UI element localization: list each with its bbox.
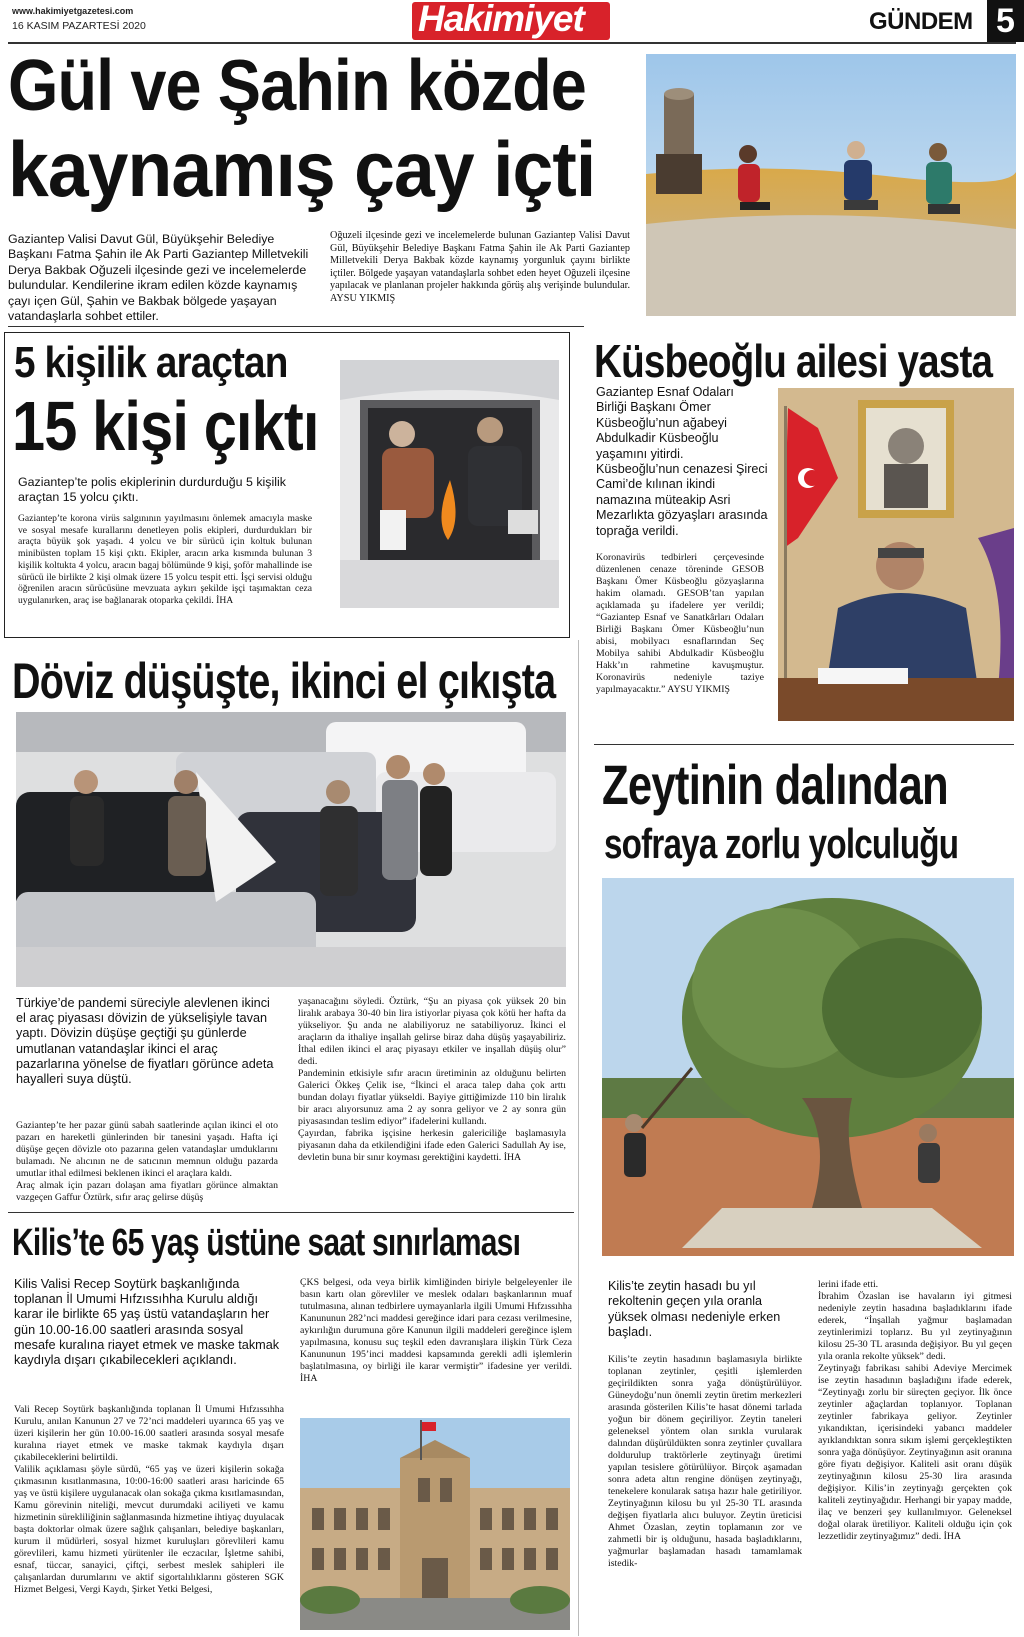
- story5-photo-olive-harvest: [602, 878, 1014, 1256]
- story4-headline: Döviz düşüşte, ikinci el çıkışta: [12, 653, 556, 709]
- story4-lead: Türkiye’de pandemi süreciyle alevlenen ikinci el araç piyasası dövizin de yükselişiyle tavan yaptı. Dövizin düşüşe geçtiği şu günlerde umutlanan vatandaşlar ikinci el araç pazarlarına yönelse de fiyatları görünce adeta hayalleri suya düştü.: [16, 996, 274, 1087]
- masthead-logo: [412, 2, 610, 40]
- story3-photo-kusbeoglu-at-desk: [778, 388, 1014, 721]
- story5-lead: Kilis’te zeytin hasadı bu yıl rekoltenin geçen yıla oranla yüksek olması nedeniyle erken başladı.: [608, 1279, 781, 1340]
- story2-body: Gaziantep’te korona virüs salgınının yayılmasını önlemek amacıyla maske ve sosyal mesafe kurallarını denetleyen polis ekipleri, durdurdukları bir araçta büyük şok yaşadı. 4 yolcu ve bir sürücü için koltuk bulunan minibüsten toplam 15 kişi çıktı. Ekipler, aracın arka kısmında bulunan 3 kişilik koltukta 4 yolcu, aracın bagaj bölümünde 9 kişi, şoför mahallinde ise sürücü ile birlikte 2 kişi olmak üzere 15 yolcu tespit etti. İşçi servisi olduğu öğrenilen aracın sürücüsüne mevzuata aykırı şekilde işçi taşımaktan ceza uygulanırken, araç ise bağlanarak otoparka çekildi. İHA: [18, 513, 312, 606]
- story2-headline-line1: 5 kişilik araçtan: [14, 338, 288, 387]
- site-url[interactable]: www.hakimiyetgazetesi.com: [12, 6, 134, 16]
- story5-body-col1: Kilis’te zeytin hasadının başlamasıyla birlikte toplanan zeytinler, çeşitli işlemlerden geçirildikten sonra yağa dönüştürülüyor. Güneydoğu’nun önemli zeytin üretim merkezleri arasında gösterilen Kilis’te hasat dönemi tarlada yoğun bir dönem geçiriliyor. Zeytin taneleri geleneksel yöntem olan sırıkla vurularak dalından düşürüldükten sonra zeytinler çuvallara doldurulup traktörlerle zeytinyağı üretimi yapılan tesislere götürülüyor. Birçok aşamadan sonra adeta altın rengine dönüşen zeytinyağı, tenekelere konularak satışa hazır hale getiriliyor. Zeytinyağının kilosu bu yıl 25-30 TL arasında değişen fiyatlarla alıcı buluyor. Zeytin üreticisi Ahmet Özaslan, zeytin toplamanın zor ve zahmetli bir iş olduğunu, hasada başladıklarını, yağmurlar başlamadan hasadı tamamlamak istedik-: [608, 1354, 802, 1569]
- story4-body-col1: Gaziantep’te her pazar günü sabah saatlerinde açılan ikinci el oto pazarı en hareketli günlerinden bir tanesini yaşadı. Hafta içi düşüşe geçen dövizle oto pazarına gelen vatandaşlar umduklarını bulamadı. Ne alıcının ne de satıcının memnun olduğu pazarda umutlar ithal edilmesi beklenen ikinci el araçlara kaldı. Araç almak için pazarı dolaşan ama fiyatları görünce almaktan vazgeçen Gaffur Öztürk, sıfır araç gelirse düşüş: [16, 1120, 278, 1203]
- story6-lead: Kilis Valisi Recep Soytürk başkanlığında toplanan İl Umumi Hıfzıssıhha Kurulu aldığı karar ile birlikte 65 yaş üstü vatandaşların her gün 10.00-16.00 saatleri arasında sosyal mesafe kuralına riayet etmek ve maske takmak kaydıyla dışarı çıkabilecekleri açıklandı.: [14, 1277, 280, 1368]
- story6-photo-governorship-building: [300, 1418, 570, 1630]
- story6-body-col2: ÇKS belgesi, oda veya birlik kimliğinden biriyle belgeleyenler ile basın kartı olan görevliler ve meslek odaları başkanlarının muaf tutulmasına, alınan tedbirlere uymayanlarla ilgili Umumi Hıfzıssıhha Kanununun 282’nci maddesi gereğince idari para cezası verilmesine, aykırılığın durumuna göre Kanunun ilgili maddeleri gereğince işlem yapılmasına, konusu suç teşkil eden davranışlara ilişkin Türk Ceza Kanununun 195’inci maddesi kapsamında gerekli adli işlemlerin başlatılmasına, oy birliği ile karar vermiştir” ifadesine yer verildi. İHA: [300, 1277, 572, 1384]
- story5-headline-line1: Zeytinin dalından: [602, 753, 948, 816]
- logo-text: Hakimiyet: [418, 0, 584, 39]
- story2-photo-minibus-passengers: [340, 360, 559, 608]
- story4-photo-used-car-market: [16, 712, 566, 987]
- story1-headline-line2: kaynamış çay içti: [8, 125, 596, 213]
- story1-photo-officials-drinking-tea: [646, 54, 1016, 316]
- story4-body-col2: yaşanacağını söyledi. Öztürk, “Şu an piyasa çok yüksek 20 bin liralık arabaya 30-40 bin lira istiyorlar piyasa çok kötü her hafta da yükseliyor. Şu anda ne alabiliyoruz ne satabiliyoruz. İkinci el araçların da ithaliye inşallah gelirse biraz daha düşüş yaşayabiliriz. İthal edilen ikinci el araç piyasayı etkiler ve inşallah düşüş olur” dedi. Pandeminin etkisiyle sıfır aracın üretiminin az olduğunu belirten Galerici Ökkeş Çelik ise, “İkinci el araca talep daha çok arttı bundan dolayı fiyatlar yükseldi. Bayiye gittiğimizde 110 bin liralık bir aracı alıyorsunuz ama 2 ay sonra geliyor ve 2 ay sonra gün piyasasından teslim ediyor” ifadelerini kullandı. Çayırdan, fabrika işçisine herkesin galericiliğe başlamasıyla piyasanın daha da etkilendiğini ifade eden Galerici Sadullah Ay ise, devletin buna bir sınır koyması gerektiğini kaydetti. İHA: [298, 996, 566, 1163]
- story6-headline: Kilis’te 65 yaş üstüne saat sınırlaması: [12, 1222, 521, 1264]
- story3-lead: Gaziantep Esnaf Odaları Birliği Başkanı Ömer Küsbeoğlu’nun ağabeyi Abdulkadir Küsbeoğlu yaşamını yitirdi. Küsbeoğlu’nun cenazesi Şireci Cami’de kılınan ikindi namazına müteakip Asri Mezarlıkta gözyaşları arasında toprağa verildi.: [596, 385, 768, 538]
- story3-headline: Küsbeoğlu ailesi yasta: [594, 335, 993, 387]
- column-divider: [578, 640, 579, 1636]
- story3-body: Koronavirüs tedbirleri çerçevesinde düzenlenen cenaze töreninde GESOB Başkanı Ömer Küsbeoğlu gözyaşlarına hakim olamadı. GESOB’tan yapılan açıklamada şu ifadelere yer verildi; “Gaziantep Esnaf ve Sanatkârları Odaları Birliği Başkanı Ömer Küsbeoğlu’nun abisi, mobilyacı esnaflarından Seç Mobilya sahibi Abdulkadir Küsbeoğlu Hakk’ın rahmetine kavuşmuştur. Koronavirüs nedeniyle taziye yapılmayacaktır.” AYSU YIKMIŞ: [596, 552, 764, 695]
- story6-body-col1: Vali Recep Soytürk başkanlığında toplanan İl Umumi Hıfzıssıhha Kurulu, anılan Kanunun 27 ve 72’nci maddeleri uyarınca 65 yaş ve üzeri kişilerin her gün 10.00-16.00 saatleri arasında sosyal mesafe kuralına riayet etmek ve maske takmak kaydıyla dışarı çıkabileceklerini belirtildi. Valilik açıklaması şöyle sürdü, “65 yaş ve üzeri kişilerin sokağa çıkmasının kısıtlanmasına, 10:00-16:00 saatleri arası haricinde 65 yaş ve üstü kişilere uygulanacak olan sokağa çıkma kısıtlamasından, Kamu görevinin niteliği, mevcut durumdaki aciliyeti ve kamu hizmetinin sürekliliğinin sağlanmasında hizmetine ihtiyaç duyulacak başta doktorlar olmak üzere sağlık çalışanları, belediye başkanları, kurum il müdürleri, sosyal hizmet kuruluşları görevlileri kamu görevlileri, kamu hizmeti yürütenler ile eczacılar, İşletme sahibi, esnaf, tüccar, sanayici, çiftçi, serbest meslek sahipleri ile çalışanlardan durumlarını ve aktif sigortalılıklarını gösteren SGK Hizmet Belgesi, Vergi Kaydı, Şirket Yetki Belgesi,: [14, 1404, 284, 1595]
- story1-lead: Gaziantep Valisi Davut Gül, Büyükşehir Belediye Başkanı Fatma Şahin ile Ak Parti Gaziantep Milletvekili Derya Bakbak Oğuzeli ilçesinde gezi ve incelemelerde bulundular. Kendilerine ikram edilen közde kaynamış çayı içen Gül, Şahin ve Bakbak bölgede yaşayan vatandaşlarla sohbet ettiler.: [8, 232, 309, 324]
- story1-body: Oğuzeli ilçesinde gezi ve incelemelerde bulunan Gaziantep Valisi Davut Gül, Büyükşehir Belediye Başkanı Fatma Şahin ile Ak Parti Gaziantep Milletvekili Derya Bakbak közde kaynamış yorgunluk çayını birlikte içtiler. Bölgede yaşayan vatandaşlarla sohbet eden heyet Oğuzeli ilçesine yapılacak ve planlanan projeler hakkında görüş alış verişinde bulundular. AYSU YIKMIŞ: [330, 230, 630, 304]
- story2-headline-line2: 15 kişi çıktı: [12, 387, 319, 465]
- rule-above-story5: [594, 744, 1014, 745]
- story2-lead: Gaziantep’te polis ekiplerinin durdurduğu 5 kişilik araçtan 15 yolcu çıktı.: [18, 475, 286, 505]
- story5-headline-line2: sofraya zorlu yolculuğu: [604, 820, 959, 867]
- page-number: 5: [987, 0, 1024, 42]
- section-label: GÜNDEM: [869, 8, 973, 35]
- issue-date: 16 KASIM PAZARTESİ 2020: [12, 20, 146, 32]
- header-rule: [8, 42, 1016, 44]
- rule-after-story4: [8, 1212, 574, 1213]
- story1-headline-line1: Gül ve Şahin közde: [8, 46, 586, 126]
- story5-body-col2: lerini ifade etti. İbrahim Özaslan ise havaların iyi gitmesi nedeniyle zeytin hasadına başladıklarını ifade ederek, “İnşallah yağmur başlamadan zeytinlerimizi toplarız. Bu yıl zeytinyağının kilosu 25-30 TL arasında değişiyor. Bu yıl geçen yıla oranla rekolte yüksek” dedi. Zeytinyağı fabrikası sahibi Adeviye Mercimek ise zeytin hasadının başladığını ifade ederek, “Zeytinyağı zorlu bir süreçten geçiyor. İlk önce zeytinler ağaçlardan toplanıyor. Toplanan zeytinler fabrikaya geliyor. Zeytinler yıkandıktan, içerisindeki yabancı maddeler ayıklandıktan sonra sıkım işlemi gerçekleştikten sonra yağa dönüşüyor. Zeytinyağının asit oranına göre fiyatı değişiyor. Kaliteli asit oranı düşük zeytinyağının kilosu 25-30 lira arasında değişiyor. Kilis’in zeytinyağı gerçekten çok kaliteli zeytinyağıdır. Herhangi bir yapay madde, ilaç ve benzeri şey kullanılmıyor. Geleneksel doğal olarak üretiliyor. Kaliteli olduğu için çok lezzetlidir zeytinyağımız” dedi. İHA: [818, 1279, 1012, 1542]
